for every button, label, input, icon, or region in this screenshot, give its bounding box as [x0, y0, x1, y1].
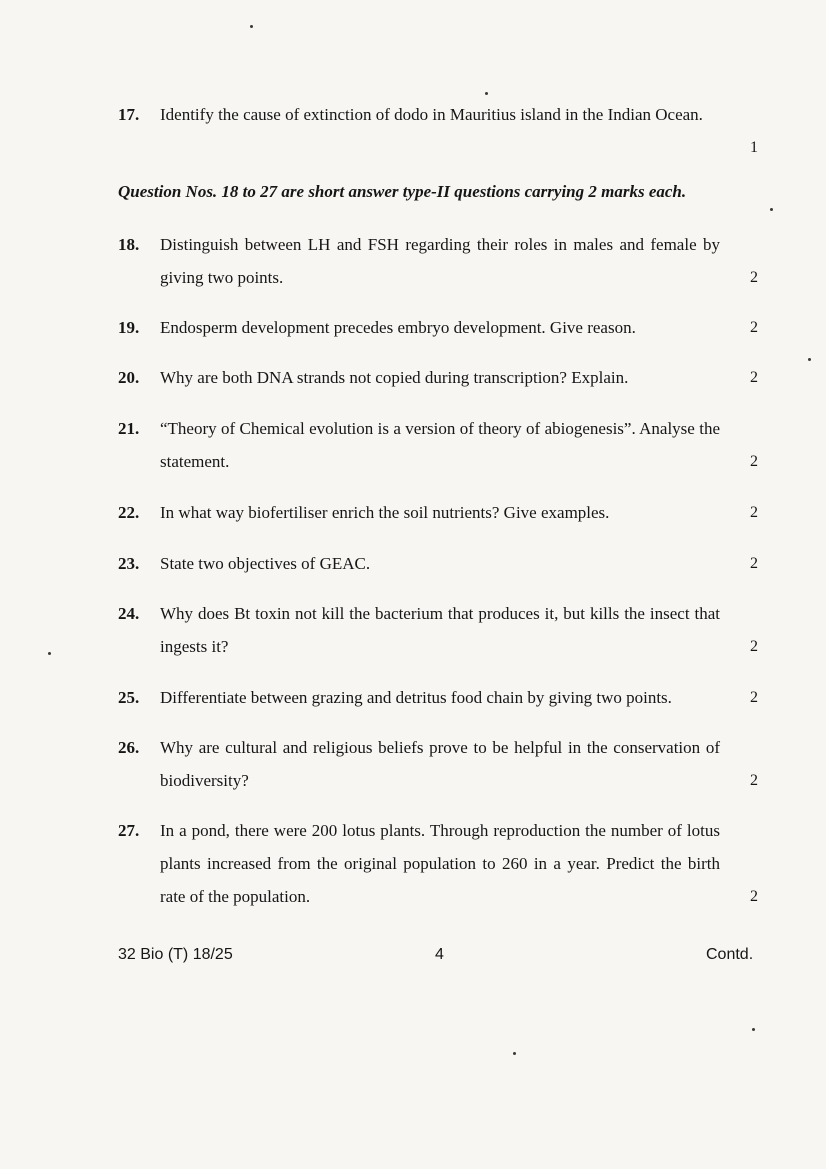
scan-speck: [770, 208, 773, 211]
question-number: 27.: [118, 821, 140, 840]
page-number: 4: [435, 946, 444, 963]
question-21: [118, 412, 766, 478]
question-number: 23.: [118, 554, 140, 573]
question-marks: 2: [750, 638, 758, 655]
question-text: Differentiate between grazing and detritus food chain by giving two points.: [160, 688, 672, 707]
question-text: Endosperm development precedes embryo development. Give reason.: [160, 318, 636, 337]
question-marks: 2: [750, 269, 758, 286]
question-marks: 1: [750, 139, 758, 156]
question-number: 26.: [118, 738, 140, 757]
question-25: [118, 681, 766, 714]
question-26: [118, 731, 766, 797]
question-marks: 2: [750, 369, 758, 386]
question-18: [118, 228, 766, 294]
question-marks: 2: [750, 689, 758, 706]
section-heading: Question Nos. 18 to 27 are short answer type-II questions carrying 2 marks each.: [118, 182, 687, 201]
question-text: State two objectives of GEAC.: [160, 554, 371, 573]
question-marks: 2: [750, 772, 758, 789]
question-text: Identify the cause of extinction of dodo in Mauritius island in the Indian Ocean.: [160, 105, 703, 124]
question-marks: 2: [750, 319, 758, 336]
question-number: 17.: [118, 105, 140, 124]
question-20: [118, 361, 766, 394]
question-24: [118, 597, 766, 663]
question-23: [118, 547, 766, 580]
question-text: Why are both DNA strands not copied during transcription? Explain.: [160, 368, 629, 387]
question-number: 20.: [118, 368, 140, 387]
question-marks: 2: [750, 504, 758, 521]
scan-speck: [485, 92, 488, 95]
question-number: 24.: [118, 604, 140, 623]
question-text: In a pond, there were 200 lotus plants. Through reproduction the number of lotus plants increased from the original population to 260 in a year. Predict the birth rate of the population.: [160, 821, 720, 906]
scan-speck: [752, 1028, 755, 1031]
question-text: Why are cultural and religious beliefs prove to be helpful in the conservation of biodiversity?: [160, 738, 720, 790]
question-marks: 2: [750, 453, 758, 470]
question-text: Why does Bt toxin not kill the bacterium that produces it, but kills the insect that ingests it?: [160, 604, 720, 656]
paper-code: 32 Bio (T) 18/25: [118, 946, 233, 963]
question-number: 18.: [118, 235, 140, 254]
question-number: 22.: [118, 503, 140, 522]
scan-speck: [513, 1052, 516, 1055]
question-number: 25.: [118, 688, 140, 707]
scan-speck: [250, 25, 253, 28]
question-17: [118, 98, 766, 164]
scan-speck: [48, 652, 51, 655]
continued-label: Contd.: [706, 946, 754, 963]
question-number: 19.: [118, 318, 140, 337]
question-text: In what way biofertiliser enrich the soil nutrients? Give examples.: [160, 503, 610, 522]
question-19: [118, 311, 766, 344]
scan-speck: [808, 358, 811, 361]
question-number: 21.: [118, 419, 140, 438]
question-marks: 2: [750, 555, 758, 572]
question-27: [118, 814, 766, 913]
question-22: [118, 496, 766, 529]
question-text: “Theory of Chemical evolution is a version of theory of abiogenesis”. Analyse the statement.: [160, 419, 720, 471]
question-marks: 2: [750, 888, 758, 905]
question-text: Distinguish between LH and FSH regarding their roles in males and female by giving two points.: [160, 235, 720, 287]
